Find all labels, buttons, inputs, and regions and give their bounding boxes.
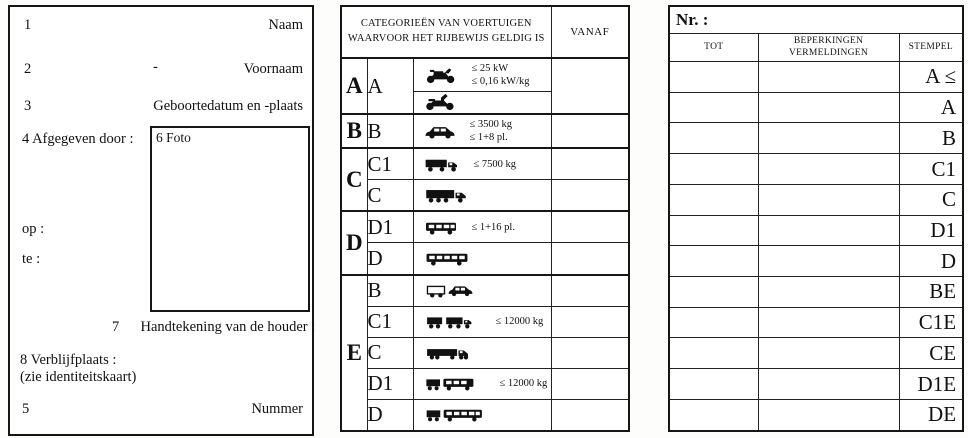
- vanaf-cell: [551, 368, 629, 399]
- categories-panel: [340, 5, 628, 432]
- beperkingen-cell: [758, 399, 899, 431]
- category-sub-letter: C: [367, 337, 413, 368]
- field-3-label: Geboortedatum en -plaats: [153, 98, 303, 114]
- category-vehicle-cell: [413, 180, 551, 212]
- category-group-letter: C: [341, 148, 367, 211]
- minibus-icon: [424, 220, 458, 235]
- stamp-row: [669, 184, 963, 215]
- category-sub-letter: C1: [367, 306, 413, 337]
- vanaf-cell: [551, 58, 629, 114]
- field-4-label: 4 Afgegeven door :: [22, 131, 134, 147]
- stamp-row: [669, 123, 963, 154]
- field-8-label: 8 Verblijfplaats :: [20, 352, 117, 368]
- category-row: [341, 399, 629, 431]
- nr-label: Nr. :: [669, 6, 963, 34]
- tot-cell: [669, 184, 758, 215]
- category-vehicle-cell: [413, 306, 551, 337]
- category-limits: ≤ 1+16 pl.: [471, 221, 515, 233]
- category-vehicle-cell: [413, 368, 551, 399]
- tot-cell: [669, 215, 758, 246]
- col-beperkingen: [758, 34, 899, 62]
- field-1-label: Naam: [268, 17, 303, 33]
- stamp-row: [669, 369, 963, 400]
- tot-cell: [669, 369, 758, 400]
- tot-cell: [669, 307, 758, 338]
- tot-cell: [669, 277, 758, 308]
- category-limits: ≤ 7500 kg: [473, 158, 517, 170]
- category-sub-letter: C1: [367, 148, 413, 180]
- category-vehicle-cell: [413, 211, 551, 243]
- stamps-table-body: [669, 6, 963, 431]
- beperkingen-cell: [758, 62, 899, 93]
- category-vehicle-cell: [413, 148, 551, 180]
- vanaf-cell: [551, 275, 629, 307]
- vanaf-cell: [551, 180, 629, 212]
- stamp-row: [669, 399, 963, 431]
- stamp-row: [669, 338, 963, 369]
- field-5-label: Nummer: [251, 401, 303, 417]
- photo-box: [150, 126, 310, 312]
- issued-at-label: te :: [22, 251, 41, 267]
- beperkingen-cell: [758, 277, 899, 308]
- vanaf-cell: [551, 114, 629, 148]
- stamps-panel: [668, 5, 962, 432]
- field-2-number: 2: [24, 61, 32, 77]
- category-limits: ≤ 25 kW ≤ 0,16 kW/kg: [471, 62, 530, 87]
- field-8: [20, 352, 136, 387]
- categories-table-body: [341, 6, 629, 431]
- stamp-label: DE: [899, 399, 963, 431]
- field-7-number: 7: [112, 319, 120, 335]
- vanaf-cell: [551, 243, 629, 275]
- stamp-label: D1: [899, 215, 963, 246]
- motorcycle-icon: [424, 66, 458, 84]
- tot-cell: [669, 123, 758, 154]
- beperkingen-cell: [758, 307, 899, 338]
- moped-icon: [424, 93, 458, 111]
- field-7: [112, 319, 315, 336]
- beperkingen-cell: [758, 369, 899, 400]
- category-vehicle-cell: [413, 58, 551, 91]
- col-tot: TOT: [669, 34, 758, 62]
- category-group-letter: D: [341, 211, 367, 274]
- beperkingen-cell: [758, 123, 899, 154]
- trailer-and-minibus-icon: [424, 376, 486, 391]
- beperkingen-cell: [758, 338, 899, 369]
- beperkingen-cell: [758, 92, 899, 123]
- category-row: [341, 306, 629, 337]
- category-limits: ≤ 3500 kg ≤ 1+8 pl.: [469, 119, 513, 144]
- field-2-dash: -: [153, 59, 158, 75]
- category-row: [341, 243, 629, 275]
- vanaf-header: VANAF: [551, 6, 629, 58]
- category-row: [341, 211, 629, 243]
- stamp-label: A: [899, 92, 963, 123]
- category-group-letter: B: [341, 114, 367, 148]
- category-vehicle-cell: [413, 337, 551, 368]
- tot-cell: [669, 338, 758, 369]
- stamp-label: BE: [899, 277, 963, 308]
- nr-row: [669, 6, 963, 34]
- truck-icon: [424, 188, 468, 203]
- stamp-row: [669, 62, 963, 93]
- categories-header-line2: WAARVOOR HET RIJBEWIJS GELDIG IS: [347, 33, 545, 44]
- categories-table: [340, 5, 630, 432]
- field-5-number: 5: [22, 401, 30, 417]
- vanaf-cell: [551, 399, 629, 431]
- category-row: [341, 337, 629, 368]
- category-limits: ≤ 12000 kg: [499, 378, 548, 390]
- beperkingen-cell: [758, 184, 899, 215]
- category-sub-letter: D1: [367, 368, 413, 399]
- stamp-row: [669, 277, 963, 308]
- category-sub-letter: C: [367, 180, 413, 212]
- stamp-row: [669, 246, 963, 277]
- stamp-label: C1: [899, 154, 963, 185]
- stamp-label: C: [899, 184, 963, 215]
- vanaf-cell: [551, 148, 629, 180]
- stamp-label: B: [899, 123, 963, 154]
- beperkingen-cell: [758, 154, 899, 185]
- stamp-label: CE: [899, 338, 963, 369]
- beperkingen-cell: [758, 246, 899, 277]
- col-stempel: STEMPEL: [899, 34, 963, 62]
- trailer-and-truck-icon: [424, 314, 482, 329]
- stamp-label: A ≤: [899, 62, 963, 93]
- issued-on-label: op :: [22, 221, 45, 237]
- car-icon: [424, 124, 456, 139]
- field-8-note: (zie identiteitskaart): [20, 369, 137, 386]
- tot-cell: [669, 246, 758, 277]
- category-row: [341, 368, 629, 399]
- trailer-and-bus-icon: [424, 407, 492, 422]
- stamps-table: [668, 5, 964, 432]
- beperkingen-cell: [758, 215, 899, 246]
- truck-small-icon: [424, 157, 460, 172]
- stamps-header-row: [669, 34, 963, 62]
- category-vehicle-cell: [413, 399, 551, 431]
- field-1-number: 1: [24, 17, 32, 33]
- articulated-truck-icon: [424, 345, 482, 360]
- stamp-label: C1E: [899, 307, 963, 338]
- stamp-row: [669, 307, 963, 338]
- category-vehicle-cell: [413, 114, 551, 148]
- category-sub-letter: A: [367, 58, 413, 114]
- category-group-letter: E: [341, 275, 367, 431]
- category-row: [341, 148, 629, 180]
- category-sub-letter: B: [367, 275, 413, 307]
- tot-cell: [669, 92, 758, 123]
- stamp-row: [669, 154, 963, 185]
- category-sub-letter: D: [367, 399, 413, 431]
- identity-panel: [8, 5, 314, 436]
- stamp-label: D1E: [899, 369, 963, 400]
- categories-header: [341, 6, 551, 58]
- stamp-row: [669, 215, 963, 246]
- tot-cell: [669, 154, 758, 185]
- col-beperkingen-line2: VERMELDINGEN: [788, 47, 869, 58]
- category-row: [341, 114, 629, 148]
- category-vehicle-cell: [413, 91, 551, 114]
- category-sub-letter: D1: [367, 211, 413, 243]
- category-sub-letter: B: [367, 114, 413, 148]
- categories-header-row: [341, 6, 629, 58]
- category-row: [341, 58, 629, 91]
- vanaf-cell: [551, 211, 629, 243]
- vanaf-cell: [551, 306, 629, 337]
- category-row: [341, 180, 629, 212]
- category-row: [341, 275, 629, 307]
- field-3-number: 3: [24, 98, 32, 114]
- field-2-label: Voornaam: [243, 61, 303, 77]
- category-vehicle-cell: [413, 243, 551, 275]
- categories-header-line1: CATEGORIEËN VAN VOERTUIGEN: [360, 18, 532, 30]
- tot-cell: [669, 399, 758, 431]
- category-limits: ≤ 12000 kg: [495, 316, 544, 328]
- photo-label: 6 Foto: [156, 130, 191, 145]
- tot-cell: [669, 62, 758, 93]
- van-and-car-icon: [424, 283, 480, 298]
- bus-icon: [424, 251, 470, 266]
- category-group-letter: A: [341, 58, 367, 114]
- category-vehicle-cell: [413, 275, 551, 307]
- col-beperkingen-line1: BEPERKINGEN: [793, 35, 864, 46]
- vanaf-cell: [551, 337, 629, 368]
- stamp-row: [669, 92, 963, 123]
- category-sub-letter: D: [367, 243, 413, 275]
- stamp-label: D: [899, 246, 963, 277]
- field-7-label: Handtekening van de houder :: [140, 319, 316, 335]
